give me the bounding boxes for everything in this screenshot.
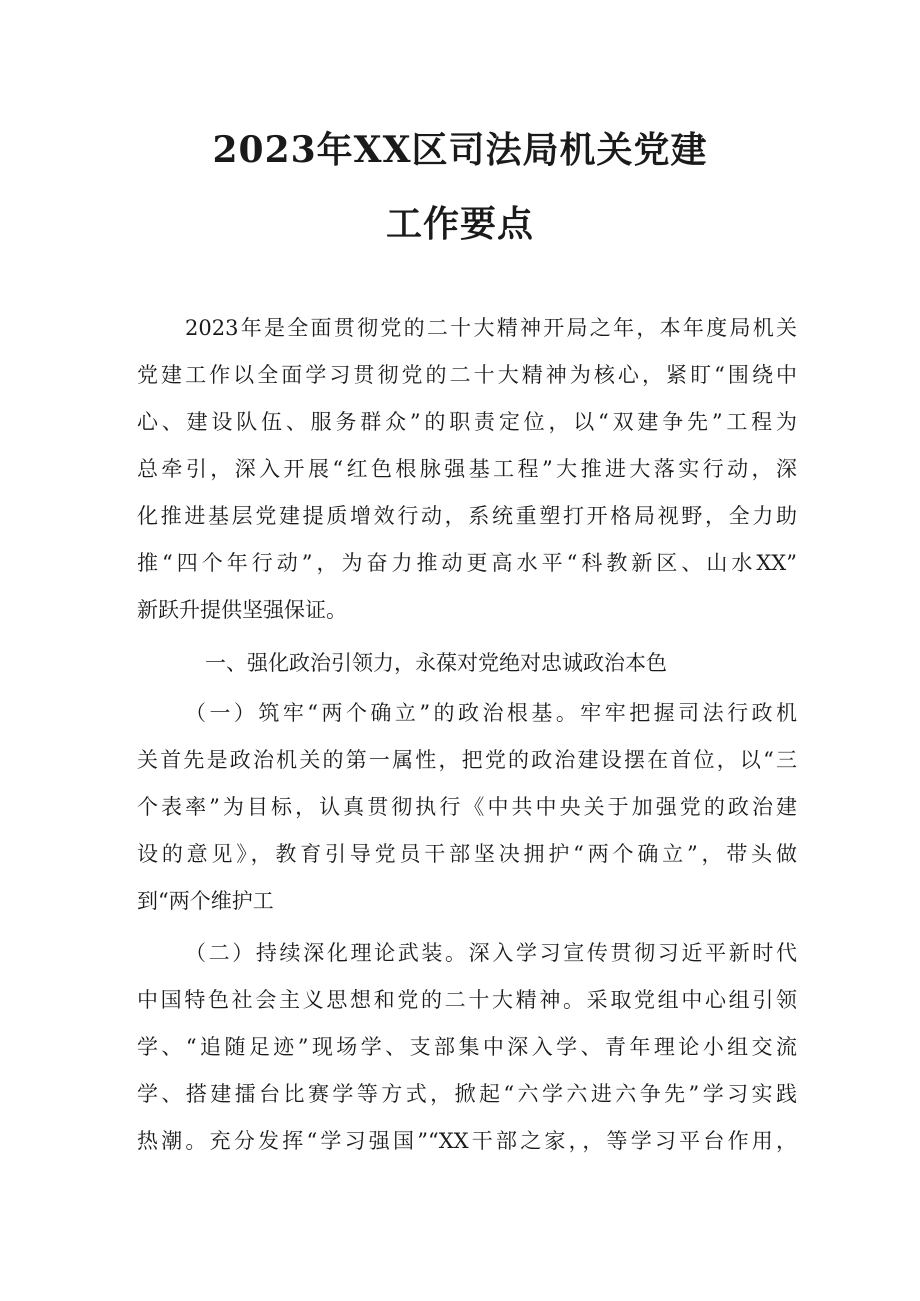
item-2-line: 学、搭建擂台比赛学等方式，掀起“六学六进六争先”学习实践 — [137, 1082, 797, 1106]
item-2-line: 学、“追随足迹”现场学、支部集中深入学、青年理论小组交流 — [137, 1035, 797, 1059]
item-2-line: 中国特色社会主义思想和党的二十大精神。采取党组中心组引领 — [137, 988, 797, 1012]
document-title-line-1: 2023年XX区司法局机关党建 — [212, 129, 708, 171]
item-1-line: 个表率”为目标，认真贯彻执行《中共中央关于加强党的政治建 — [137, 795, 797, 819]
intro-paragraph-line: 新跃升提供坚强保证。 — [137, 598, 347, 622]
item-1-line: 到“两个维护工 — [137, 889, 274, 913]
intro-paragraph-line: 总牵引，深入开展“红色根脉强基工程”大推进大落实行动，深 — [137, 457, 797, 481]
item-1-line: 关首先是政治机关的第一属性，把党的政治建设摆在首位，以“三 — [137, 748, 797, 772]
item-2-line: （二）持续深化理论武装。深入学习宣传贯彻习近平新时代 — [185, 941, 797, 965]
intro-paragraph-line: 2023年是全面贯彻党的二十大精神开局之年，本年度局机关 — [185, 316, 797, 340]
intro-paragraph-line: 心、建设队伍、服务群众”的职责定位，以“双建争先”工程为 — [137, 410, 797, 434]
item-1-line: 设的意见》，教育引导党员干部坚决拥护“两个确立”，带头做 — [137, 842, 797, 866]
section-heading: 一、强化政治引领力，永葆对党绝对忠诚政治本色 — [205, 651, 667, 675]
item-1-line: （一）筑牢“两个确立”的政治根基。牢牢把握司法行政机 — [185, 701, 797, 725]
intro-paragraph-line: 党建工作以全面学习贯彻党的二十大精神为核心，紧盯“围绕中 — [137, 363, 797, 387]
intro-paragraph-line: 化推进基层党建提质增效行动，系统重塑打开格局视野，全力助 — [137, 504, 797, 528]
document-title-line-2: 工作要点 — [385, 203, 534, 245]
item-2-line: 热潮。充分发挥“学习强国”“XX干部之家，，等学习平台作用， — [137, 1129, 797, 1153]
intro-paragraph-line: 推“四个年行动”，为奋力推动更高水平“科教新区、山水XX” — [137, 551, 797, 575]
